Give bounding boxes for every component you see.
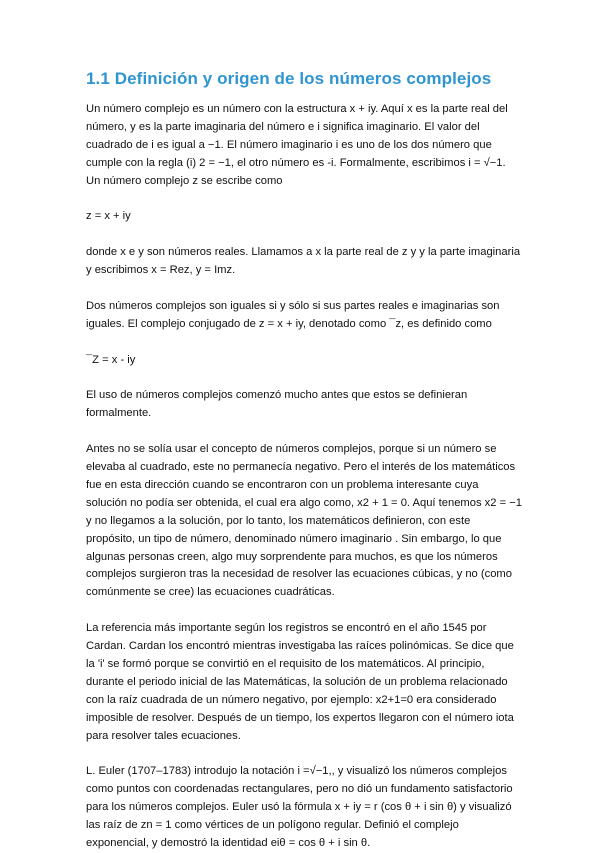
paragraph-definition: Un número complejo es un número con la estructura x + iy. Aquí x es la parte real del número, y es la parte imaginaria del número e i significa imaginario. El valor del cuadrado de i es igual a −1. El número imaginario i es uno de los dos número que cumple con la regla (i) 2 = −1, el otro número es -i. Formalmente, escribimos i = √−1. Un número complejo z se escribe como: [86, 103, 508, 187]
paragraph-equality-conjugate: Dos números complejos son iguales si y sólo si sus partes reales e imaginarias son iguales. El complejo conjugado de z = x + iy, denotado como ¯z, es definido como: [86, 299, 500, 330]
formula-conjugate: ¯Z = x - iy: [86, 353, 136, 366]
paragraph-history: Antes no se solía usar el concepto de números complejos, porque si un número se elevaba al cuadrado, este no permanecía negativo. Pero el interés de los matemáticos fue en esta dirección cuando se encontraron con un problema interesante cuya solución no podía ser obtenida, el cual era algo como, x2 + 1 = 0. Aquí tenemos x2 = −1 y no llegamos a la solución, por lo tanto, los matemáticos definieron, con este propósito, un tipo de número, denominado número imaginario . Sin embargo, lo que algunas personas creen, algo muy sorprendente para muchos, es que los números complejos surgieron tras la necesidad de resolver las ecuaciones cúbicas, y no (como comúnmente se cree) las ecuaciones cuadráticas.: [86, 443, 522, 599]
paragraph-euler: L. Euler (1707–1783) introdujo la notación i =√−1,, y visualizó los números complejos como puntos con coordenadas rectangulares, pero no dió un fundamento satisfactorio para los números complejos. Euler usó la fórmula x + iy = r (cos θ + i sin θ) y visualizó las raíz de zn = 1 como vértices de un polígono regular. Definió el complejo exponencial, y demostró la identidad eiθ = cos θ + i sin θ.: [86, 765, 513, 850]
paragraph-cardan: La referencia más importante según los registros se encontró en el año 1545 por Cardan. Cardan los encontró mientras investigaba las raíces polinómicas. Se dice que la 'i' se formó porque se convirtió en el requisito de los matemáticos. Al principio, durante el periodo inicial de las Matemáticas, la solución de un problema relacionado con la raíz cuadrada de un número negativo, por ejemplo: x2+1=0 era considerado imposible de resolver. Después de un tiempo, los expertos llegaron con el número iota para resolver tales ecuaciones.: [86, 622, 514, 742]
section-heading: 1.1 Definición y origen de los números complejos: [86, 69, 492, 88]
document-body: [86, 101, 522, 853]
formula-z: z = x + iy: [86, 210, 131, 223]
paragraph-real-imaginary: donde x e y son números reales. Llamamos a x la parte real de z y y la parte imaginaria y escribimos x = Rez, y = Imz.: [86, 246, 521, 277]
paragraph-usage: El uso de números complejos comenzó mucho antes que estos se definieran formalmente.: [86, 389, 468, 420]
